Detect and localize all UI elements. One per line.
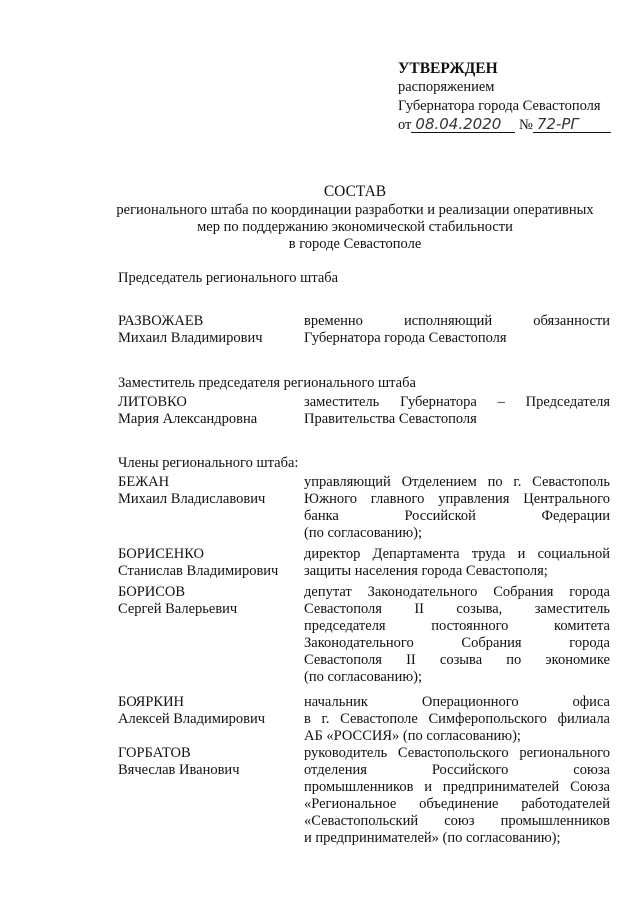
person-name bbox=[118, 546, 298, 580]
person-role bbox=[304, 745, 610, 847]
role-line: Правительства Севастополя bbox=[304, 411, 477, 427]
heading-line-1: регионального штаба по координации разработки и реализации оперативных bbox=[116, 202, 594, 218]
person-name bbox=[118, 394, 298, 428]
section-deputy: Заместитель председателя регионального штаба bbox=[118, 375, 416, 391]
person-given-name: Сергей Валерьевич bbox=[118, 601, 238, 617]
person-surname: ЛИТОВКО bbox=[118, 394, 187, 410]
approval-date: 08.04.2020 bbox=[411, 117, 515, 133]
person-role bbox=[304, 546, 610, 580]
person-name bbox=[118, 474, 298, 508]
role-line: Южного главного управления Центрального bbox=[304, 491, 610, 507]
role-line: банка Российской Федерации bbox=[304, 508, 610, 524]
person-surname: БОРИСОВ bbox=[118, 584, 186, 600]
person-role bbox=[304, 584, 610, 686]
person-role bbox=[304, 694, 610, 745]
approval-stamp bbox=[398, 59, 634, 135]
person-given-name: Алексей Владимирович bbox=[118, 711, 266, 727]
person-surname: ГОРБАТОВ bbox=[118, 745, 191, 761]
role-line: «Региональное объединение работодателей bbox=[304, 796, 610, 812]
person-role bbox=[304, 394, 610, 428]
person-surname: РАЗВОЖАЕВ bbox=[118, 313, 204, 329]
role-line: Севастополя II созыва по экономике bbox=[304, 652, 610, 668]
person-given-name: Михаил Владиславович bbox=[118, 491, 266, 507]
approval-line-1: распоряжением bbox=[398, 79, 495, 95]
role-line: заместитель Губернатора – Председателя bbox=[304, 394, 610, 410]
approval-number: 72-РГ bbox=[533, 117, 611, 133]
person-surname: БОЯРКИН bbox=[118, 694, 185, 710]
person-role bbox=[304, 474, 610, 542]
role-line: в г. Севастополе Симферопольского филиала bbox=[304, 711, 610, 727]
person-given-name: Михаил Владимирович bbox=[118, 330, 263, 346]
role-line: Губернатора города Севастополя bbox=[304, 330, 507, 346]
person-surname: БОРИСЕНКО bbox=[118, 546, 205, 562]
role-line: (по согласованию); bbox=[304, 669, 423, 685]
role-line: директор Департамента труда и социальной bbox=[304, 546, 610, 562]
role-line: Севастополя II созыва, заместитель bbox=[304, 601, 610, 617]
role-line: АБ «РОССИЯ» (по согласованию); bbox=[304, 728, 521, 744]
role-line: защиты населения города Севастополя; bbox=[304, 563, 548, 579]
person-name bbox=[118, 694, 298, 728]
role-line: депутат Законодательного Собрания города bbox=[304, 584, 610, 600]
person-name bbox=[118, 313, 298, 347]
section-chair: Председатель регионального штаба bbox=[118, 270, 339, 286]
role-line: руководитель Севастопольского регионального bbox=[304, 745, 610, 761]
approval-date-line bbox=[398, 116, 634, 135]
role-line: (по согласованию); bbox=[304, 525, 423, 541]
role-line: и предпринимателей» (по согласованию); bbox=[304, 830, 561, 846]
person-name bbox=[118, 584, 298, 618]
approval-title: УТВЕРЖДЕН bbox=[398, 60, 498, 77]
role-line: временно исполняющий обязанности bbox=[304, 313, 610, 329]
role-line: управляющий Отделением по г. Севастополь bbox=[304, 474, 610, 490]
document-heading bbox=[100, 183, 610, 253]
heading-line-3: в городе Севастополе bbox=[288, 236, 422, 252]
role-line: «Севастопольский союз промышленников bbox=[304, 813, 610, 829]
person-name bbox=[118, 745, 298, 779]
approval-line-2: Губернатора города Севастополя bbox=[398, 98, 601, 114]
approval-from-prefix: от bbox=[398, 117, 412, 133]
role-line: председателя постоянного комитета bbox=[304, 618, 610, 634]
section-members: Члены регионального штаба: bbox=[118, 455, 299, 471]
role-line: Законодательного Собрания города bbox=[304, 635, 610, 651]
role-line: промышленников и предпринимателей Союза bbox=[304, 779, 610, 795]
person-given-name: Мария Александровна bbox=[118, 411, 258, 427]
person-given-name: Вячеслав Иванович bbox=[118, 762, 240, 778]
heading-line-2: мер по поддержанию экономической стабильности bbox=[197, 219, 513, 235]
document-title: СОСТАВ bbox=[323, 183, 387, 200]
person-given-name: Станислав Владимирович bbox=[118, 563, 279, 579]
role-line: начальник Операционного офиса bbox=[304, 694, 610, 710]
role-line: отделения Российского союза bbox=[304, 762, 610, 778]
person-surname: БЕЖАН bbox=[118, 474, 170, 490]
approval-number-prefix: № bbox=[519, 117, 533, 133]
person-role bbox=[304, 313, 610, 347]
